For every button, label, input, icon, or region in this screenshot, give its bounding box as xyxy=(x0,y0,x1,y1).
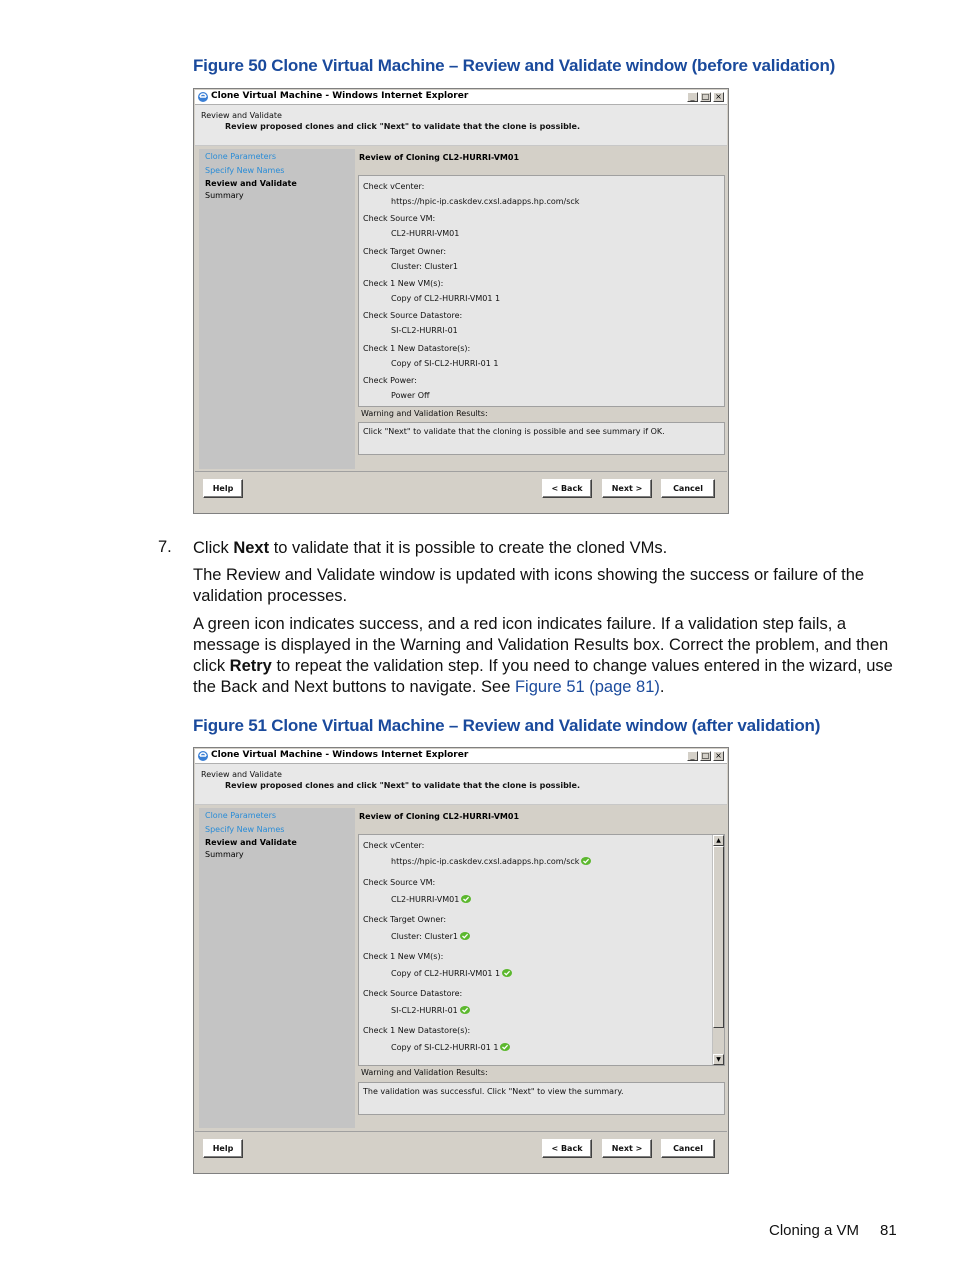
check-value: Copy of CL2-HURRI-VM01 1 xyxy=(391,294,501,303)
check-value: SI-CL2-HURRI-01 xyxy=(391,326,458,335)
check-value-row xyxy=(391,969,512,978)
nav-clone-parameters[interactable]: Clone Parameters xyxy=(205,811,277,820)
next-term: Next xyxy=(233,539,270,557)
window-title: Clone Virtual Machine - Windows Internet Explorer xyxy=(211,91,469,101)
check-value: https://hpic-ip.caskdev.cxsl.adapps.hp.com/sck xyxy=(391,197,580,206)
maximize-button[interactable]: □ xyxy=(701,751,710,760)
check-value: Copy of SI-CL2-HURRI-01 1 xyxy=(391,1043,499,1052)
step-paragraph-1 xyxy=(193,538,893,559)
scrollbar-thumb[interactable] xyxy=(713,846,724,1028)
check-value: Cluster: Cluster1 xyxy=(391,262,458,271)
nav-review-and-validate: Review and Validate xyxy=(205,179,297,188)
check-label: Check vCenter: xyxy=(363,841,425,850)
text: Click xyxy=(193,539,234,557)
minimize-button[interactable]: _ xyxy=(687,92,698,102)
figure-50-caption: Figure 50 Clone Virtual Machine – Review and Validate window (before validation) xyxy=(193,56,836,75)
window-titlebar xyxy=(195,749,727,764)
check-value-row xyxy=(391,857,591,866)
back-button[interactable]: < Back xyxy=(542,479,592,498)
help-button[interactable]: Help xyxy=(203,1139,243,1158)
nav-review-and-validate: Review and Validate xyxy=(205,838,297,847)
close-button[interactable]: × xyxy=(713,751,724,761)
validation-results-text: The validation was successful. Click "Next" to view the summary. xyxy=(363,1087,624,1096)
window-titlebar xyxy=(195,90,727,105)
internet-explorer-icon xyxy=(197,91,209,103)
step-paragraph-2: The Review and Validate window is updated with icons showing the success or failure of the validation processes. xyxy=(193,566,865,605)
check-label: Check Source Datastore: xyxy=(363,311,463,320)
help-button[interactable]: Help xyxy=(203,479,243,498)
check-label: Check 1 New Datastore(s): xyxy=(363,344,471,353)
back-button[interactable]: < Back xyxy=(542,1139,592,1158)
vertical-scrollbar[interactable] xyxy=(712,835,724,1065)
check-value-row xyxy=(391,932,470,941)
review-title: Review of Cloning CL2-HURRI-VM01 xyxy=(359,153,520,162)
check-label: Check vCenter: xyxy=(363,182,425,191)
nav-summary: Summary xyxy=(205,850,244,859)
retry-term: Retry xyxy=(229,657,272,675)
checks-panel xyxy=(358,175,725,407)
validation-results-box xyxy=(358,422,725,455)
nav-specify-new-names[interactable]: Specify New Names xyxy=(205,166,285,175)
text: to validate that it is possible to create the cloned VMs. xyxy=(269,539,668,557)
check-value: Copy of CL2-HURRI-VM01 1 xyxy=(391,969,501,978)
text: . xyxy=(659,678,665,696)
green-checkmark-icon xyxy=(460,932,470,940)
review-title: Review of Cloning CL2-HURRI-VM01 xyxy=(359,812,520,821)
window-title: Clone Virtual Machine - Windows Internet Explorer xyxy=(211,750,469,760)
figure-51-caption: Figure 51 Clone Virtual Machine – Review and Validate window (after validation) xyxy=(193,716,821,735)
check-value-row xyxy=(391,1043,510,1052)
page-number: 81 xyxy=(880,1222,897,1239)
wizard-step-instructions: Review proposed clones and click "Next" to validate that the clone is possible. xyxy=(225,781,581,790)
maximize-button[interactable]: □ xyxy=(701,92,710,101)
validation-results-text: Click "Next" to validate that the cloning is possible and see summary if OK. xyxy=(363,427,665,436)
cancel-button[interactable]: Cancel xyxy=(661,479,715,498)
figure-51-window xyxy=(193,747,729,1174)
check-label: Check Source VM: xyxy=(363,214,436,223)
nav-specify-new-names[interactable]: Specify New Names xyxy=(205,825,285,834)
wizard-nav xyxy=(199,808,355,1128)
check-label: Check Source Datastore: xyxy=(363,989,463,998)
check-value: https://hpic-ip.caskdev.cxsl.adapps.hp.com/sck xyxy=(391,857,580,866)
step-paragraph-3 xyxy=(193,614,893,698)
step-number: 7. xyxy=(158,538,172,556)
check-label: Check 1 New VM(s): xyxy=(363,952,444,961)
button-bar xyxy=(195,1131,727,1174)
check-value: SI-CL2-HURRI-01 xyxy=(391,1006,458,1015)
figure-51-link[interactable]: Figure 51 (page 81) xyxy=(514,678,660,696)
green-checkmark-icon xyxy=(500,1043,510,1051)
check-label: Check Power: xyxy=(363,376,417,385)
text: A green icon indicates success, and a red icon indicates failure. If a validation step fails, a message is displayed in the Warning and Validation Results box. Correct the problem, and then click xyxy=(193,615,889,675)
check-value: CL2-HURRI-VM01 xyxy=(391,895,460,904)
wizard-header xyxy=(195,764,727,805)
wizard-step-title: Review and Validate xyxy=(201,770,282,779)
wizard-step-instructions: Review proposed clones and click "Next" to validate that the clone is possible. xyxy=(225,122,581,131)
figure-50-window xyxy=(193,88,729,514)
check-value: Power Off xyxy=(391,391,430,400)
scroll-up-arrow-icon[interactable]: ▲ xyxy=(713,835,724,846)
internet-explorer-icon xyxy=(197,750,209,762)
green-checkmark-icon xyxy=(461,895,471,903)
next-button[interactable]: Next > xyxy=(602,479,652,498)
next-button[interactable]: Next > xyxy=(602,1139,652,1158)
text: to repeat the validation step. If you need to change values entered in the wizard, use the Back and Next buttons to navigate. See xyxy=(193,657,893,696)
warning-label: Warning and Validation Results: xyxy=(361,409,488,418)
wizard-step-title: Review and Validate xyxy=(201,111,282,120)
check-value-row xyxy=(391,895,471,904)
checks-panel xyxy=(358,834,725,1066)
check-value: Copy of SI-CL2-HURRI-01 1 xyxy=(391,359,499,368)
cancel-button[interactable]: Cancel xyxy=(661,1139,715,1158)
nav-summary: Summary xyxy=(205,191,244,200)
green-checkmark-icon xyxy=(581,857,591,865)
check-label: Check 1 New Datastore(s): xyxy=(363,1026,471,1035)
close-button[interactable]: × xyxy=(713,92,724,102)
wizard-header xyxy=(195,105,727,146)
warning-label: Warning and Validation Results: xyxy=(361,1068,488,1077)
check-value-row xyxy=(391,1006,470,1015)
minimize-button[interactable]: _ xyxy=(687,751,698,761)
validation-results-box xyxy=(358,1082,725,1115)
check-label: Check Source VM: xyxy=(363,878,436,887)
green-checkmark-icon xyxy=(460,1006,470,1014)
footer-section-title: Cloning a VM xyxy=(769,1222,860,1239)
nav-clone-parameters[interactable]: Clone Parameters xyxy=(205,152,277,161)
green-checkmark-icon xyxy=(502,969,512,977)
check-value: CL2-HURRI-VM01 xyxy=(391,229,460,238)
button-bar xyxy=(195,471,727,514)
check-label: Check Target Owner: xyxy=(363,915,447,924)
check-label: Check Target Owner: xyxy=(363,247,447,256)
scroll-down-arrow-icon[interactable]: ▼ xyxy=(713,1054,724,1065)
check-label: Check 1 New VM(s): xyxy=(363,279,444,288)
check-value: Cluster: Cluster1 xyxy=(391,932,458,941)
wizard-nav xyxy=(199,149,355,469)
